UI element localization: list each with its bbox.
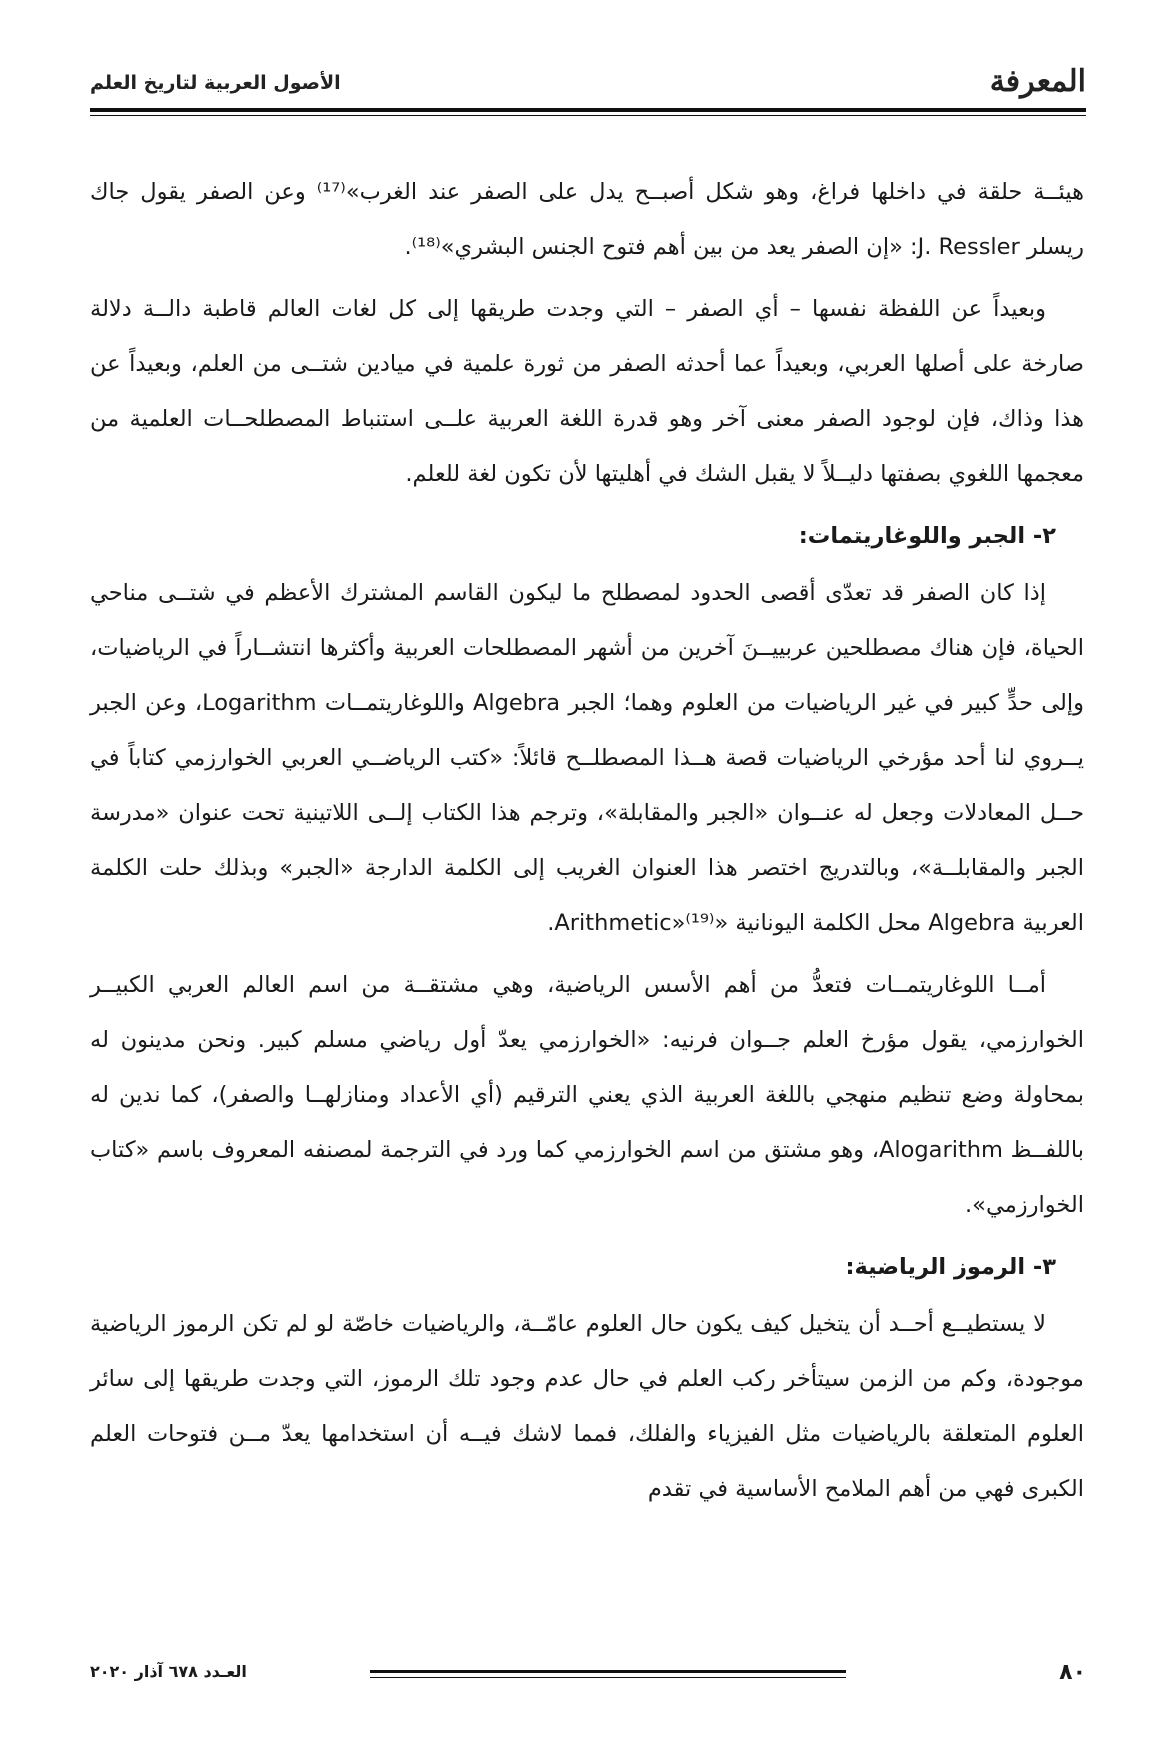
article-body [90,165,1084,1524]
header-rule-thin [90,115,1086,116]
paragraph-continued: هيئــة حلقة في داخلها فراغ، وهو شكل أصبــح يدل على الصفر عند الغرب»⁽¹⁷⁾ وعن الصفر يقول جاك ريسلر J. Ressler: «إن الصفر يعد من بين أهم فتوح الجنس البشري»⁽¹⁸⁾. [90,179,1084,260]
section-heading-symbols: ٣- الرموز الرياضية: [845,1254,1056,1280]
paragraph-logarithm: أمــا اللوغاريتمــات فتعدُّ من أهم الأسس الرياضية، وهي مشتقــة من اسم العالم العربي الكبيــر الخوارزمي، يقول مؤرخ العلم جــوان فرنيه: «الخوارزمي يعدّ أول رياضي مسلم كبير. ونحن مدينون له بمحاولة وضع تنظيم منهجي باللغة العربية الذي يعني الترقيم (أي الأعداد ومنازلهــا والصفر)، كما ندين له باللفــظ Alogarithm، وهو مشتق من اسم الخوارزمي كما ورد في الترجمة لمصنفه المعروف باسم «كتاب الخوارزمي». [90,972,1084,1218]
header-rule-thick [90,108,1086,112]
page-header [90,52,1086,106]
issue-info: العـدد ٦٧٨ آذار ٢٠٢٠ [90,1662,247,1681]
page-footer [90,1660,1086,1700]
section-heading-algebra: ٢- الجبر واللوغاريتمات: [798,523,1056,549]
paragraph-zero-meaning: وبعيداً عن اللفظة نفسها – أي الصفر – التي وجدت طريقها إلى كل لغات العالم قاطبة دالــة دلالة صارخة على أصلها العربي، وبعيداً عما أحدثه الصفر من ثورة علمية في ميادين شتــى من العلم، وبعيداً عن هذا وذاك، فإن لوجود الصفر معنى آخر وهو قدرة اللغة العربية علــى استنباط المصطلحــات العلمية من معجمها اللغوي بصفتها دليــلاً لا يقبل الشك في أهليتها لأن تكون لغة للعلم. [90,296,1084,487]
paragraph-algebra: إذا كان الصفر قد تعدّى أقصى الحدود لمصطلح ما ليكون القاسم المشترك الأعظم في شتــى مناحي الحياة، فإن هناك مصطلحين عربييــنَ آخرين من أشهر المصطلحات العربية وأكثرها انتشــاراً في الرياضيات، وإلى حدٍّ كبير في غير الرياضيات من العلوم وهما؛ الجبر Algebra واللوغاريتمــات Logarithm، وعن الجبر يــروي لنا أحد مؤرخي الرياضيات قصة هــذا المصطلــح قائلاً: «كتب الرياضــي العربي الخوارزمي كتاباً في حــل المعادلات وجعل له عنــوان «الجبر والمقابلة»، وترجم هذا الكتاب إلــى اللاتينية تحت عنوان «مدرسة الجبر والمقابلــة»، وبالتدريج اختصر هذا العنوان الغريب إلى الكلمة الدارجة «الجبر» وبذلك حلت الكلمة العربية Algebra محل الكلمة اليونانية «Arithmetic»⁽¹⁹⁾. [90,580,1084,936]
paragraph-symbols: لا يستطيــع أحــد أن يتخيل كيف يكون حال العلوم عامّــة، والرياضيات خاصّة لو لم تكن الرموز الرياضية موجودة، وكم من الزمن سيتأخر ركب العلم في حال عدم وجود تلك الرموز، التي وجدت طريقها إلى سائر العلوم المتعلقة بالرياضيات مثل الفيزياء والفلك، فمما لاشك فيــه أن استخدامها يعدّ مــن فتوحات العلم الكبرى فهي من أهم الملامح الأساسية في تقدم [90,1311,1084,1502]
running-title: الأصول العربية لتاريخ العلم [90,72,341,94]
magazine-logo: المعرفة [989,64,1086,99]
page-number: ٨٠ [1059,1660,1086,1685]
